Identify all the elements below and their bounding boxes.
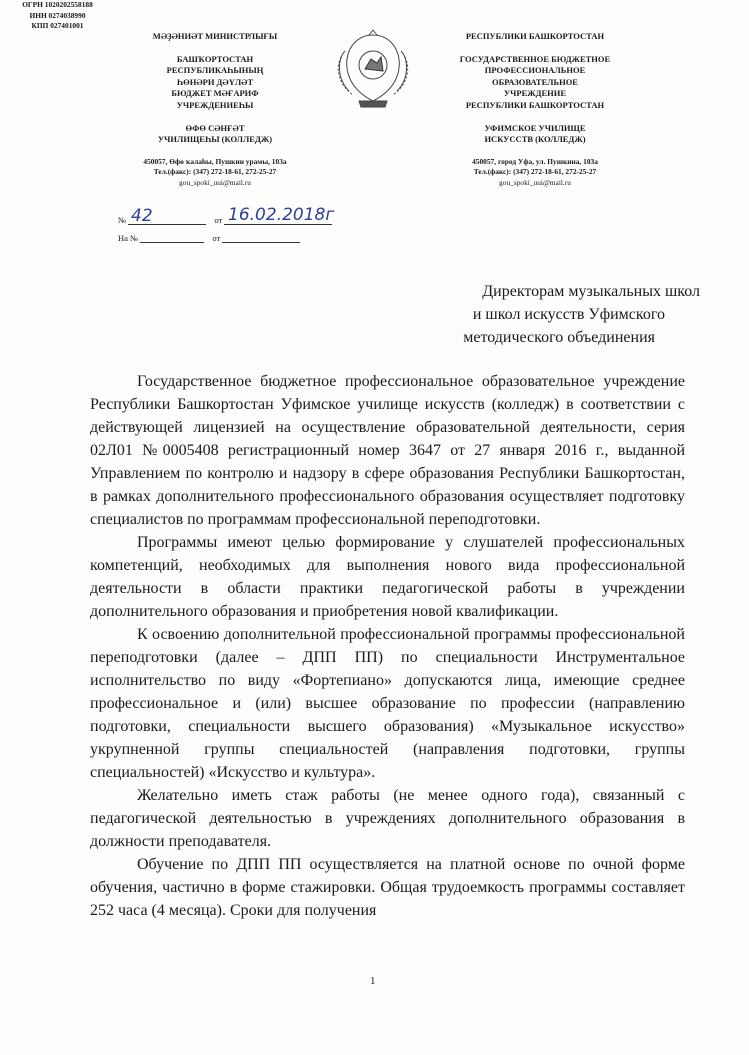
paragraph: Желательно иметь стаж работы (не менее одного года), связанный с педагогической деятельностью в учреждениях дополнительного образования в должности преподавателя. bbox=[90, 787, 685, 850]
phone-line: Тел.(факс): (347) 272-18-61, 272-25-27 bbox=[473, 167, 597, 177]
address-line: 450057, город Уфа, ул. Пушкина, 103а bbox=[472, 156, 598, 166]
on-from-label: от bbox=[212, 233, 221, 243]
paragraph: К освоению дополнительной профессиональной программы профессиональной переподготовки (далее – ДПП ПП) по специальности Инструментальное исполнительство по виду «Фортепиано» допускаются лица, имеющие среднее профессиональное и (или) высшее образование по профессии (направлению подготовки, специальности высшего образования) «Музыкальное искусство» укрупненной группы специальностей (направления подготовки, группы специальностей) «Искусство и культура». bbox=[90, 626, 685, 781]
org-line: ҺӨНӘРИ ДӘҮЛӘТ bbox=[176, 76, 254, 87]
org-line: УФИМСКОЕ УЧИЛИЩЕ bbox=[484, 122, 586, 133]
republic-name: РЕСПУБЛИКИ БАШКОРТОСТАН bbox=[465, 31, 605, 41]
incoming-number-line bbox=[118, 232, 300, 243]
org-line: ГОСУДАРСТВЕННОЕ БЮДЖЕТНОЕ bbox=[459, 53, 611, 64]
org-line: БЮДЖЕТ МӘҒАРИФ bbox=[171, 88, 259, 99]
org-line: ИСКУССТВ (КОЛЛЕДЖ) bbox=[484, 134, 586, 145]
page-number: 1 bbox=[370, 975, 376, 987]
org-line: РЕСПУБЛИКАҺЫНЫҢ bbox=[166, 65, 264, 76]
org-line: УЧРЕЖДЕНИЕ bbox=[503, 88, 567, 99]
from-label: от bbox=[214, 215, 223, 225]
org-line: УЧРЕЖДЕНИЕҺЫ bbox=[176, 99, 254, 110]
paragraph: Программы имеют целью формирование у слушателей профессиональных компетенций, необходимых для выполнения нового вида профессиональной деятельности в области практики педагогической работы в учреждении дополнительного образования и приобретения новой квалификации. bbox=[90, 534, 685, 620]
ogrn: ОГРН 1020202558188 bbox=[22, 0, 93, 9]
kpp: КПП 027401001 bbox=[31, 21, 84, 31]
address-line: 450057, Өфө ҡалаһы, Пушкин урамы, 103а bbox=[143, 156, 287, 166]
number-label: № bbox=[118, 215, 127, 225]
email-line: gou_spoki_uui@mail.ru bbox=[179, 177, 251, 187]
inn: ИНН 0274038990 bbox=[29, 10, 86, 20]
paragraph: Государственное бюджетное профессиональное образовательное учреждение Республики Башкортостан Уфимское училище искусств (колледж) в соответствии с действующей лицензией на осуществление образовательной деятельности, серия 02Л01 №0005408 регистрационный номер 3647 от 27 января 2016 г., выданной Управлением по контролю и надзору в сфере образования Республики Башкортостан, в рамках дополнительного профессионального образования осуществляет подготовку специалистов по программам профессиональной переподготовки. bbox=[90, 373, 685, 528]
handwritten-number: 42 bbox=[131, 206, 153, 226]
org-line: УЧИЛИЩЕҺЫ (КОЛЛЕДЖ) bbox=[157, 134, 273, 145]
letter-body bbox=[90, 370, 685, 922]
ministry-name-ba: МӘҘӘНИӘТ МИНИСТРЛЫҒЫ bbox=[152, 31, 278, 41]
org-line: ПРОФЕССИОНАЛЬНОЕ bbox=[484, 65, 586, 76]
header-left-block bbox=[115, 31, 315, 189]
addressee-line: Директорам музыкальных школ bbox=[482, 283, 700, 300]
paragraph: Обучение по ДПП ПП осуществляется на платной основе по очной форме обучения, частично в форме стажировки. Общая трудоемкость программы составляет 252 часа (4 месяца). Сроки для получения bbox=[90, 856, 685, 919]
addressee-line: и школ искусств Уфимского bbox=[472, 306, 665, 323]
org-line: РЕСПУБЛИКИ БАШКОРТОСТАН bbox=[465, 99, 605, 110]
handwritten-date: 16.02.2018г bbox=[228, 205, 335, 225]
addressee-block bbox=[400, 280, 700, 349]
header-right-block bbox=[430, 31, 640, 189]
email-line: gou_spoki_uui@mail.ru bbox=[499, 177, 571, 187]
org-line: ӨФӨ СӘНҒӘТ bbox=[185, 122, 245, 133]
coat-of-arms-icon bbox=[331, 29, 415, 109]
org-line: ОБРАЗОВАТЕЛЬНОЕ bbox=[492, 76, 578, 87]
org-line: БАШҠОРТОСТАН bbox=[176, 53, 254, 64]
on-number-label: На № bbox=[118, 233, 139, 243]
org-codes bbox=[0, 0, 115, 32]
addressee-line: методического объединения bbox=[463, 329, 655, 346]
phone-line: Тел.(факс): (347) 272-18-61, 272-25-27 bbox=[153, 167, 277, 177]
